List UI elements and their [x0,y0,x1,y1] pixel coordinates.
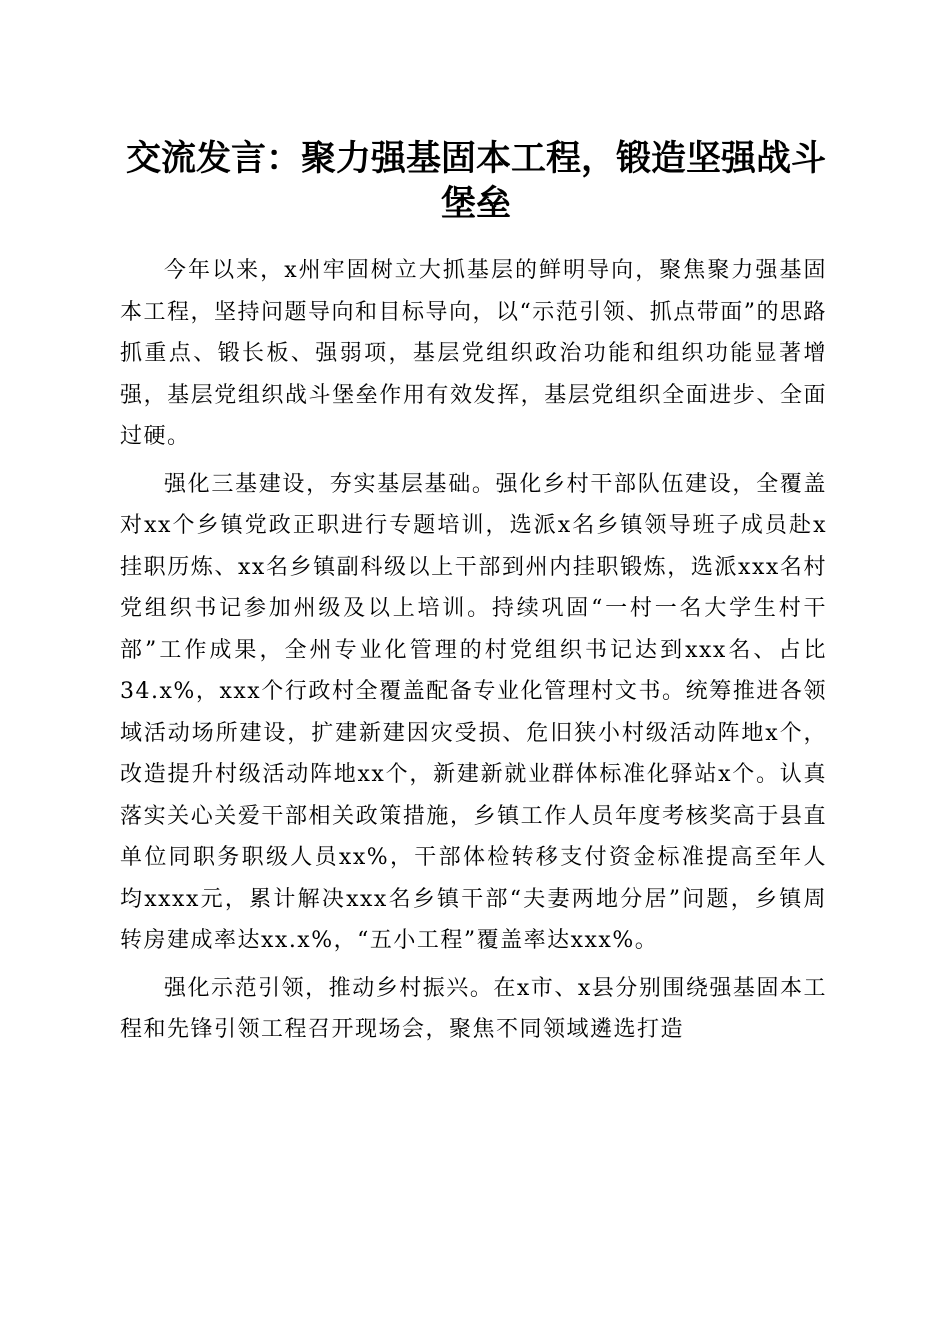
document-title: 交流发言：聚力强基固本工程，锻造坚强战斗堡垒 [125,138,826,224]
paragraph-intro: 今年以来，x州牢固树立大抓基层的鲜明导向，聚焦聚力强基固本工程，坚持问题导向和目标导向，以“示范引领、抓点带面”的思路抓重点、锻长板、强弱项，基层党组织政治功能和组织功能显著增强，基层党组织战斗堡垒作用有效发挥，基层党组织全面进步、全面过硬。 [120,258,827,449]
paragraph-three-basics: 强化三基建设，夯实基层基础。强化乡村干部队伍建设，全覆盖对xx个乡镇党政正职进行专题培训，选派x名乡镇领导班子成员赴x挂职历炼、xx名乡镇副科级以上干部到州内挂职锻炼，选派xxx名村党组织书记参加州级及以上培训。持续巩固“一村一名大学生村干部”工作成果，全州专业化管理的村党组织书记达到xxx名、占比34.x%，xxx个行政村全覆盖配备专业化管理村文书。统筹推进各领域活动场所建设，扩建新建因灾受损、危旧狭小村级活动阵地x个，改造提升村级活动阵地xx个，新建新就业群体标准化驿站x个。认真落实关心关爱干部相关政策措施，乡镇工作人员年度考核奖高于县直单位同职务职级人员xx%，干部体检转移支付资金标准提高至年人均xxxx元，累计解决xxx名乡镇干部“夫妻两地分居”问题，乡镇周转房建成率达xx.x%，“五小工程”覆盖率达xxx%。 [120,471,827,953]
paragraph-demonstration: 强化示范引领，推动乡村振兴。在x市、x县分别围绕强基固本工程和先锋引领工程召开现场会，聚焦不同领域遴选打造 [120,975,827,1042]
document-body [120,250,827,1057]
